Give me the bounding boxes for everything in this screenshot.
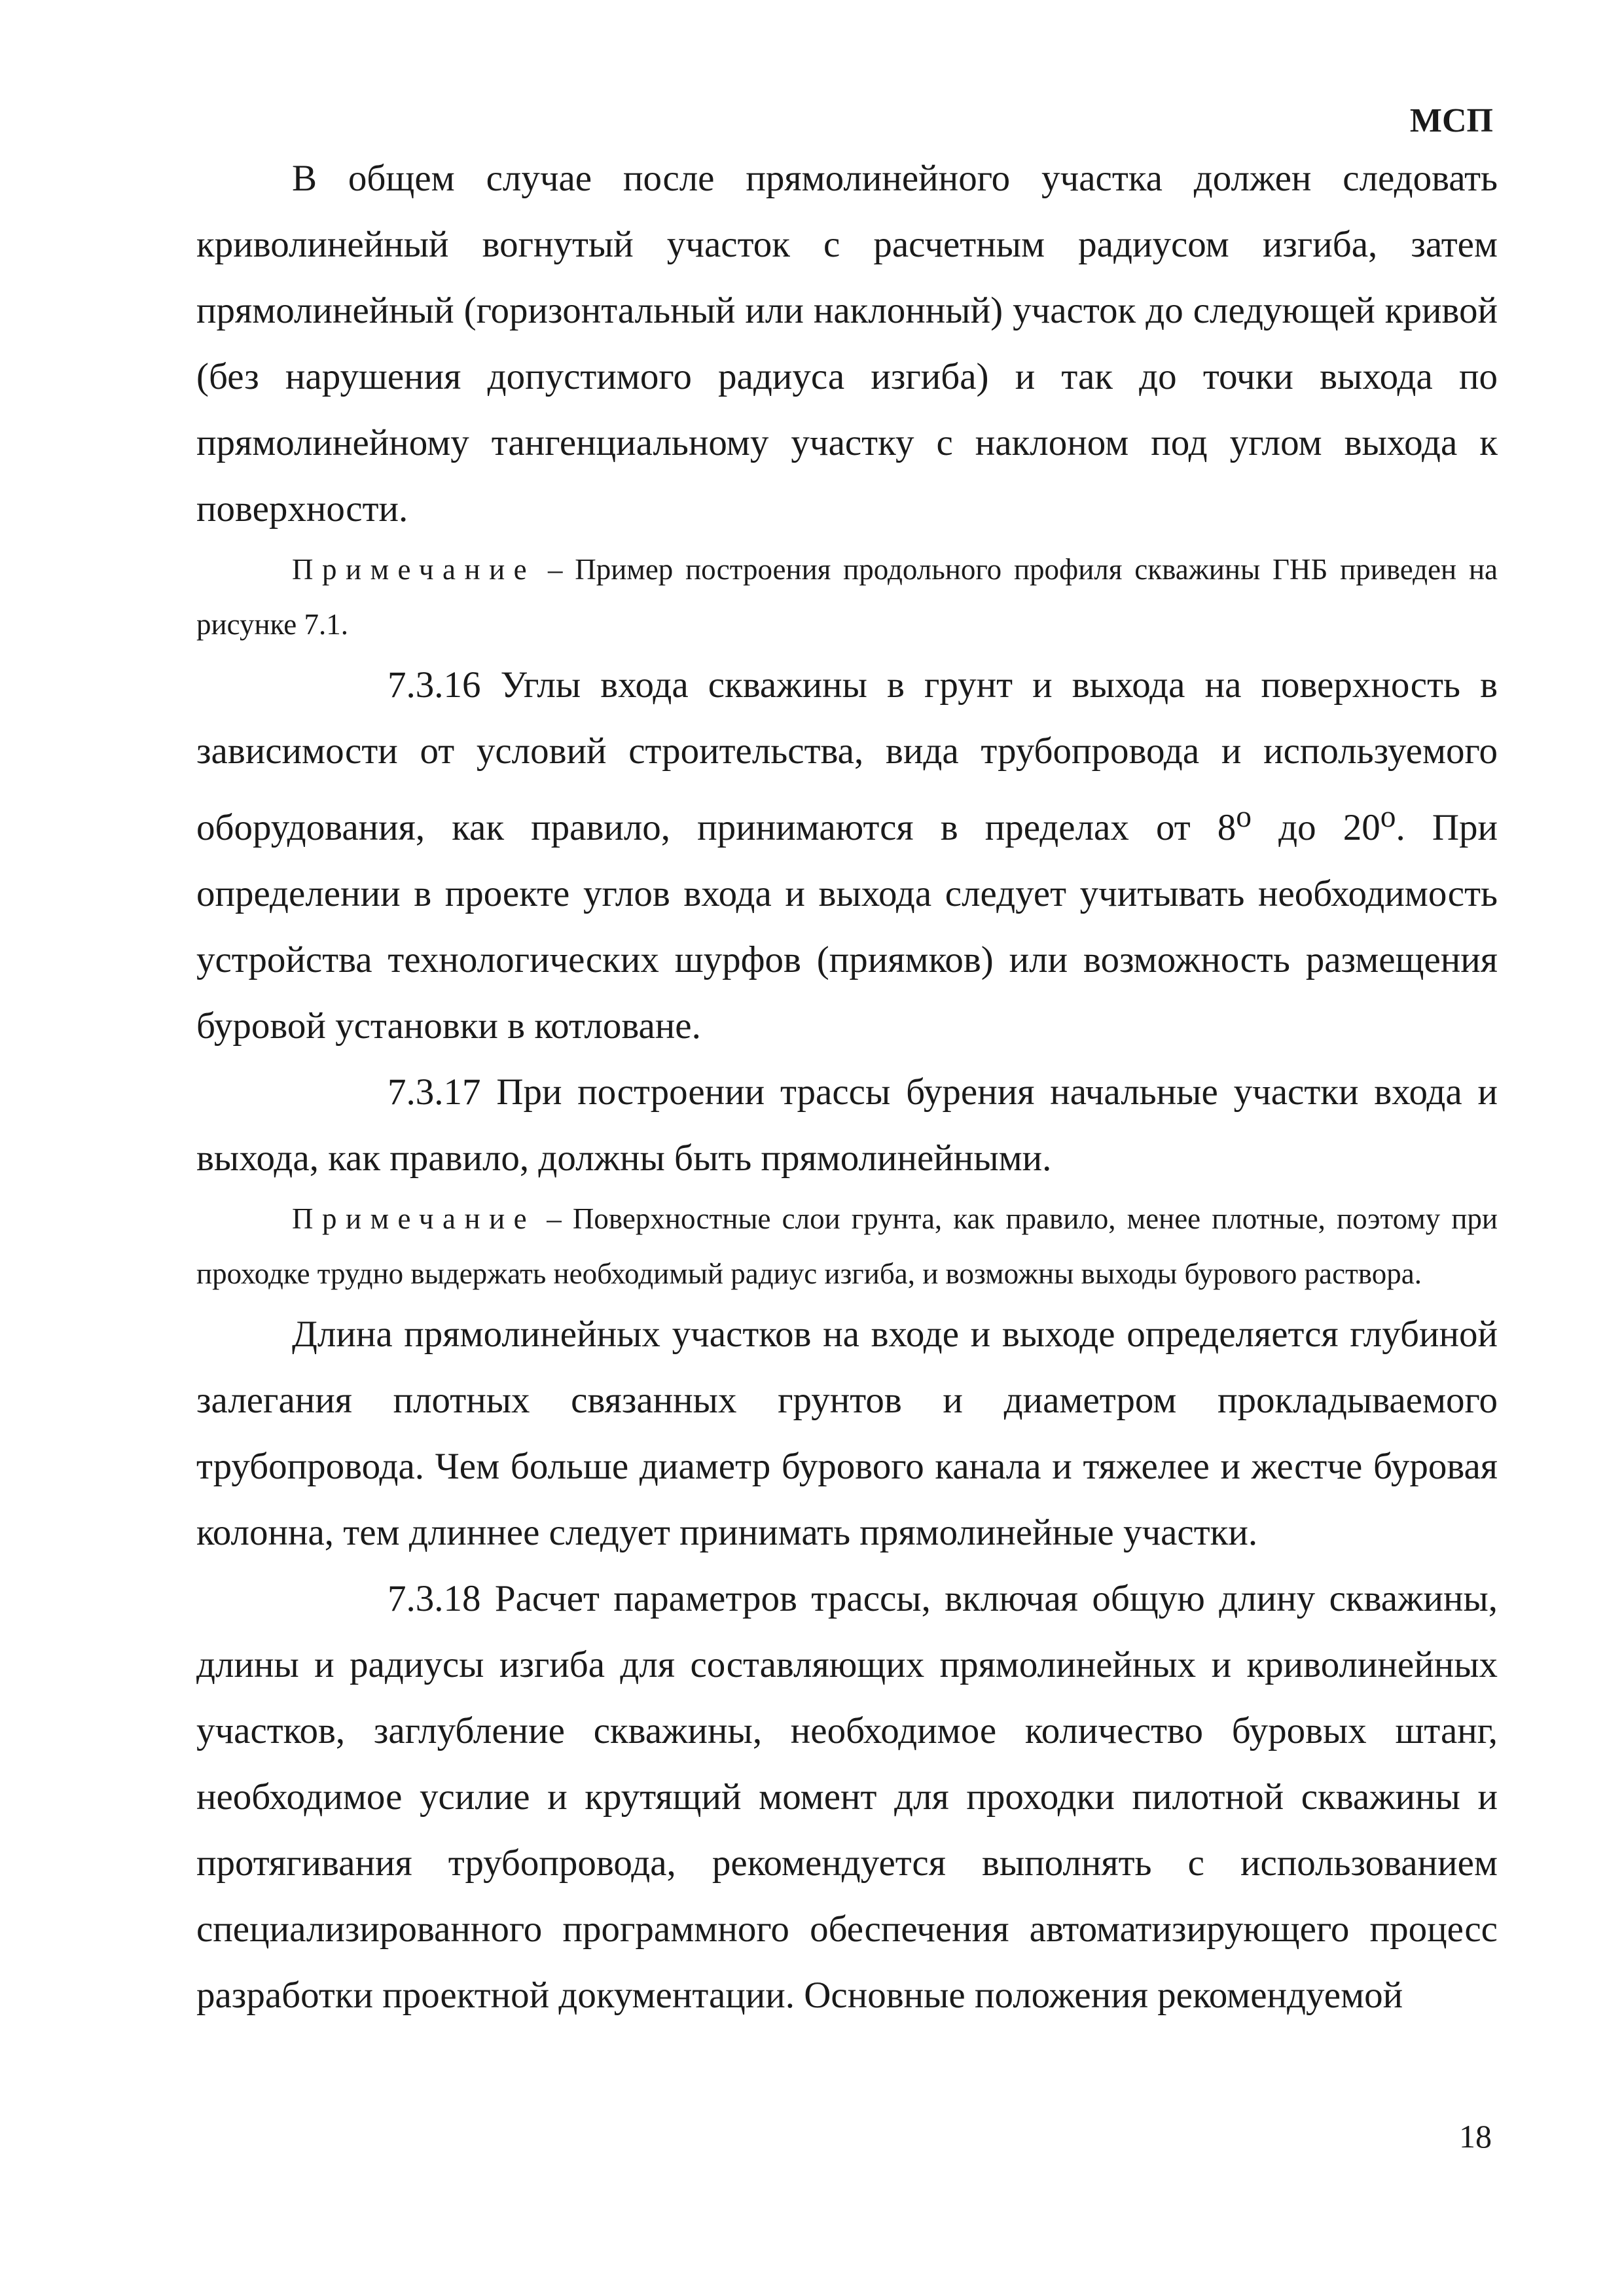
clause-number: 7.3.18	[388, 1578, 481, 1619]
clause-number: 7.3.16	[388, 664, 481, 706]
clause-number: 7.3.17	[388, 1071, 481, 1113]
clause-text-part: до 20	[1251, 807, 1380, 848]
clause-text: При построении трассы бурения начальные участки входа и выхода, как правило, должны быть прямолинейными.	[196, 1071, 1498, 1179]
page-number: 18	[1459, 2118, 1492, 2155]
clause-text: Расчет параметров трассы, включая общую длину скважины, длины и радиусы изгиба для составляющих прямолинейных и криволинейных участков, заглубление скважины, необходимое количество буровых штанг, необходимое усилие и крутящий момент для проходки пилотной скважины и протягивания трубопровода, рекомендуется выполнять с использованием специализированного программного обеспечения автоматизирующего процесс разработки проектной документации. Основные положения рекомендуемой	[196, 1578, 1498, 2016]
clause-text-part: Углы входа скважины в грунт и выхода на поверхность в зависимости от условий строительства, вида трубопровода и используемого оборудования, как правило, принимаются в пределах от 8	[196, 664, 1498, 848]
paragraph-general-case: В общем случае после прямолинейного участка должен следовать криволинейный вогнутый участок с расчетным радиусом изгиба, затем прямолинейный (горизонтальный или наклонный) участок до следующей кривой (без нарушения допустимого радиуса изгиба) и так до точки выхода по прямолинейному тангенциальному участку с наклоном под углом выхода к поверхности.	[196, 158, 1498, 529]
note-text: – Пример построения продольного профиля скважины ГНБ приведен на рисунке 7.1.	[196, 553, 1498, 641]
degree-sign: о	[1236, 800, 1252, 834]
body-text	[196, 145, 1498, 2028]
clause-7-3-18	[196, 1566, 1498, 2028]
note-text: – Поверхностные слои грунта, как правило, менее плотные, поэтому при проходке трудно выдержать необходимый радиус изгиба, и возможны выходы бурового раствора.	[196, 1202, 1498, 1290]
note-profile-example	[196, 542, 1498, 652]
paragraph-straight-length: Длина прямолинейных участков на входе и выходе определяется глубиной залегания плотных связанных грунтов и диаметром прокладываемого трубопровода. Чем больше диаметр бурового канала и тяжелее и жестче буровая колонна, тем длиннее следует принимать прямолинейные участки.	[196, 1314, 1498, 1553]
document-code: МСП	[1409, 102, 1493, 139]
degree-sign: о	[1380, 800, 1396, 834]
note-surface-layers	[196, 1191, 1498, 1301]
clause-7-3-17	[196, 1059, 1498, 1191]
note-label: Примечание	[292, 553, 536, 586]
clause-7-3-16	[196, 652, 1498, 1059]
note-label: Примечание	[292, 1202, 536, 1235]
clause-text-part: . При определении в проекте углов входа и выхода следует учитывать необходимость устройства технологических шурфов (приямков) или возможность размещения буровой установки в котловане.	[196, 807, 1498, 1047]
